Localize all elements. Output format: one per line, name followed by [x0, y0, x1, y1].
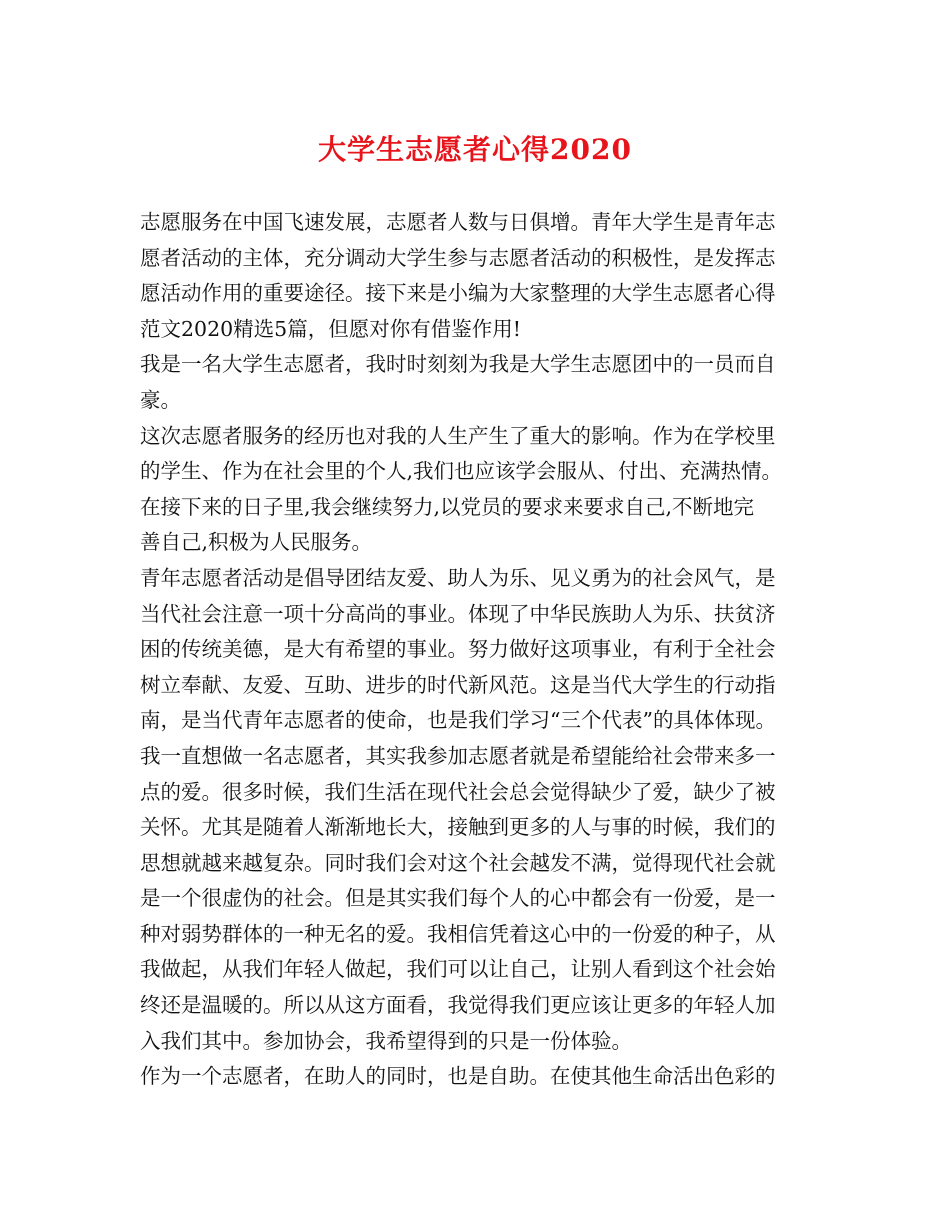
text-line: 我是一名大学生志愿者，我时时刻刻为我是大学生志愿团中的一员而自	[140, 352, 776, 377]
text-line: 青年志愿者活动是倡导团结友爱、助人为乐、见义勇为的社会风气，是	[140, 565, 776, 590]
document-body	[140, 205, 820, 1095]
text-line: 终还是温暖的。所以从这方面看，我觉得我们更应该让更多的年轻人加	[140, 993, 776, 1018]
text-line: 南，是当代青年志愿者的使命，也是我们学习“三个代表”的具体体现。	[140, 708, 776, 733]
text-line: 在接下来的日子里,我会继续努力,以党员的要求来要求自己,不断地完	[140, 494, 755, 519]
text-line: 豪。	[140, 387, 181, 412]
text-line: 思想就越来越复杂。同时我们会对这个社会越发不满，觉得现代社会就	[140, 850, 776, 875]
text-line: 是一个很虚伪的社会。但是其实我们每个人的心中都会有一份爱，是一	[140, 886, 776, 911]
text-line: 愿活动作用的重要途径。接下来是小编为大家整理的大学生志愿者心得	[140, 281, 776, 306]
text-line: 关怀。尤其是随着人渐渐地长大，接触到更多的人与事的时候，我们的	[140, 815, 776, 840]
paragraph	[140, 205, 820, 347]
paragraph	[140, 419, 820, 561]
text-line: 当代社会注意一项十分高尚的事业。体现了中华民族助人为乐、扶贫济	[140, 601, 776, 626]
paragraph	[140, 739, 820, 1059]
text-line: 的学生、作为在社会里的个人,我们也应该学会服从、付出、充满热情。	[140, 459, 783, 484]
text-line: 困的传统美德，是大有希望的事业。努力做好这项事业，有利于全社会	[140, 637, 776, 662]
text-line: 这次志愿者服务的经历也对我的人生产生了重大的影响。作为在学校里	[140, 423, 776, 448]
text-line: 志愿服务在中国飞速发展，志愿者人数与日俱增。青年大学生是青年志	[140, 210, 776, 234]
document-title: 大学生志愿者心得2020	[318, 133, 632, 166]
paragraph	[140, 347, 820, 418]
text-line: 点的爱。很多时候，我们生活在现代社会总会觉得缺少了爱，缺少了被	[140, 779, 776, 804]
text-line: 愿者活动的主体，充分调动大学生参与志愿者活动的积极性，是发挥志	[140, 245, 776, 270]
text-line: 范文2020精选5篇，但愿对你有借鉴作用!	[140, 316, 521, 341]
text-line: 我做起，从我们年轻人做起，我们可以让自己，让别人看到这个社会始	[140, 957, 776, 982]
paragraph	[140, 561, 820, 739]
text-line: 入我们其中。参加协会，我希望得到的只是一份体验。	[140, 1028, 632, 1053]
text-line: 种对弱势群体的一种无名的爱。我相信凭着这心中的一份爱的种子，从	[140, 921, 776, 946]
text-line: 善自己,积极为人民服务。	[140, 530, 373, 555]
text-line: 我一直想做一名志愿者，其实我参加志愿者就是希望能给社会带来多一	[140, 743, 776, 768]
text-line: 树立奉献、友爱、互助、进步的时代新风范。这是当代大学生的行动指	[140, 672, 776, 697]
text-line: 作为一个志愿者，在助人的同时，也是自助。在使其他生命活出色彩的	[140, 1064, 776, 1089]
paragraph	[140, 1059, 820, 1095]
